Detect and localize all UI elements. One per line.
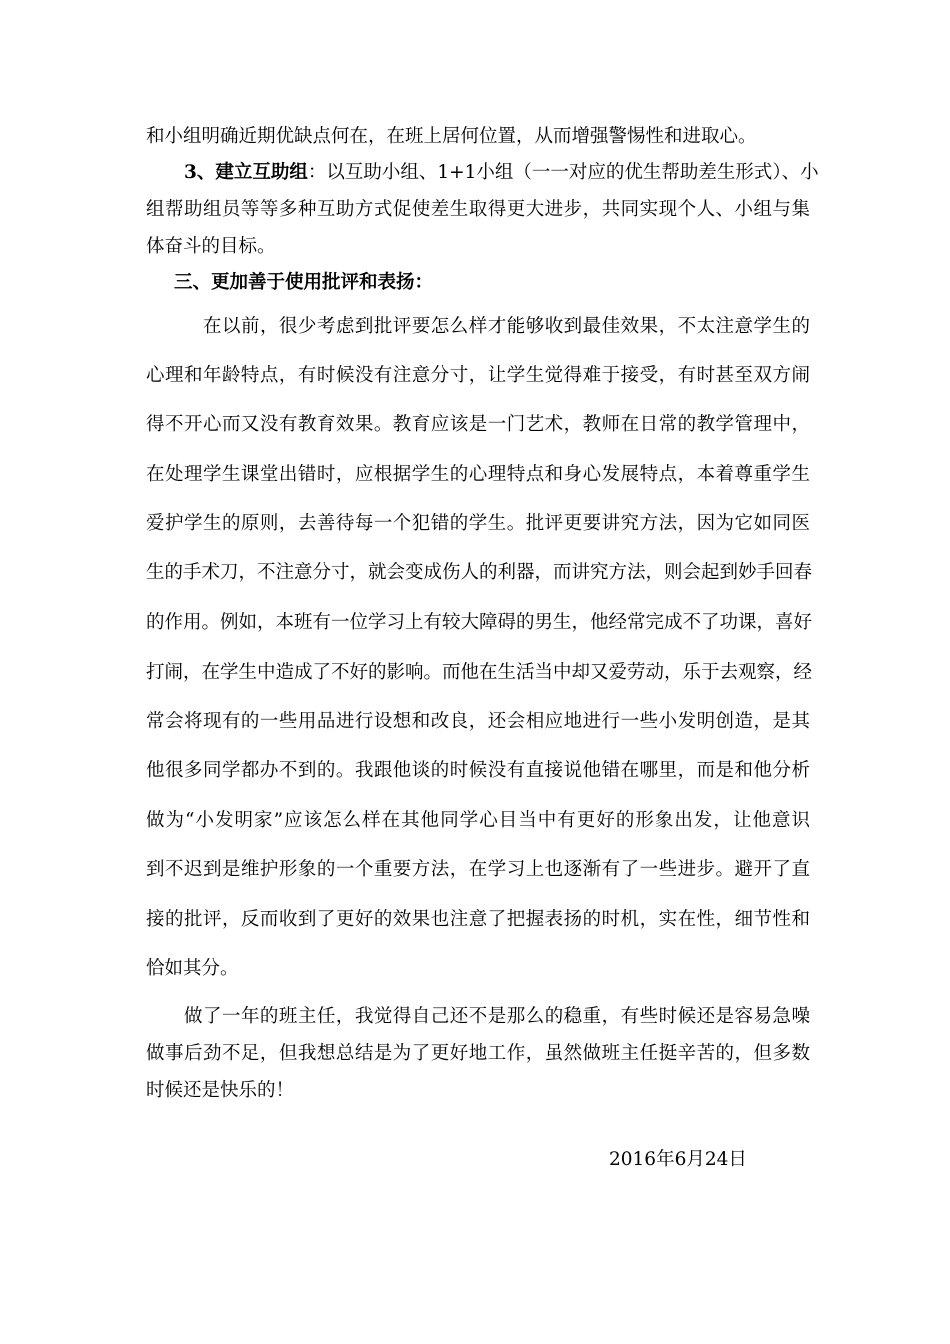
section-heading-3: 三、更加善于使用批评和表扬： (174, 272, 434, 293)
paragraph-4-line-3: 时候还是快乐的！ (146, 1080, 295, 1101)
paragraph-3-line-9: 常会将现有的一些用品进行设想和改良，还会相应地进行一些小发明创造，是其 (146, 711, 810, 732)
paragraph-3-line-14: 恰如其分。 (146, 958, 239, 979)
document-date: 2016年6月24日 (609, 1149, 747, 1170)
paragraph-4-line-2: 做事后劲不足，但我想总结是为了更好地工作，虽然做班主任挺辛苦的，但多数 (146, 1043, 810, 1064)
paragraph-3-line-1: 在以前，很少考虑到批评要怎么样才能够收到最佳效果，不太注意学生的 (203, 316, 810, 337)
paragraph-2-line-2: 组帮助组员等等多种互助方式促使差生取得更大进步，共同实现个人、小组与集 (146, 199, 810, 220)
paragraph-3-line-4: 在处理学生课堂出错时，应根据学生的心理特点和身心发展特点，本着尊重学生 (146, 464, 810, 485)
paragraph-3-line-11: 做为“小发明家”应该怎么样在其他同学心目当中有更好的形象出发，让他意识 (146, 810, 810, 831)
paragraph-2-line-3: 体奋斗的目标。 (146, 236, 276, 257)
paragraph-1-line-1: 和小组明确近期优缺点何在，在班上居何位置，从而增强警惕性和进取心。 (146, 126, 757, 147)
paragraph-2-line-1-text: ：以互助小组、1+1小组（一一对应的优生帮助差生形式）、小 (307, 162, 819, 183)
paragraph-3-line-6: 生的手术刀，不注意分寸，就会变成伤人的利器，而讲究方法，则会起到妙手回春 (146, 562, 813, 583)
paragraph-3-line-10: 他很多同学都办不到的。我跟他谈的时候没有直接说他错在哪里，而是和他分析 (146, 760, 810, 781)
paragraph-3-line-13: 接的批评，反而收到了更好的效果也注意了把握表扬的时机，实在性，细节性和 (146, 909, 810, 930)
paragraph-4-line-1: 做了一年的班主任，我觉得自己还不是那么的稳重，有些时候还是容易急噪 (184, 1006, 810, 1027)
paragraph-3-line-12: 到不迟到是维护形象的一个重要方法，在学习上也逐渐有了一些进步。避开了直 (146, 859, 810, 880)
paragraph-3-line-3: 得不开心而又没有教育效果。教育应该是一门艺术，教师在日常的教学管理中， (146, 414, 810, 435)
section-label-mutual-aid: 3、建立互助组 (184, 162, 308, 183)
paragraph-2-line-1 (184, 162, 819, 183)
paragraph-3-line-5: 爱护学生的原则，去善待每一个犯错的学生。批评更要讲究方法，因为它如同医 (146, 513, 810, 534)
paragraph-3-line-2: 心理和年龄特点，有时候没有注意分寸，让学生觉得难于接受，有时甚至双方闹 (146, 365, 810, 386)
paragraph-3-line-8: 打闹，在学生中造成了不好的影响。而他在生活当中却又爱劳动，乐于去观察，经 (146, 662, 813, 683)
paragraph-3-line-7: 的作用。例如，本班有一位学习上有较大障碍的男生，他经常完成不了功课，喜好 (146, 612, 813, 633)
